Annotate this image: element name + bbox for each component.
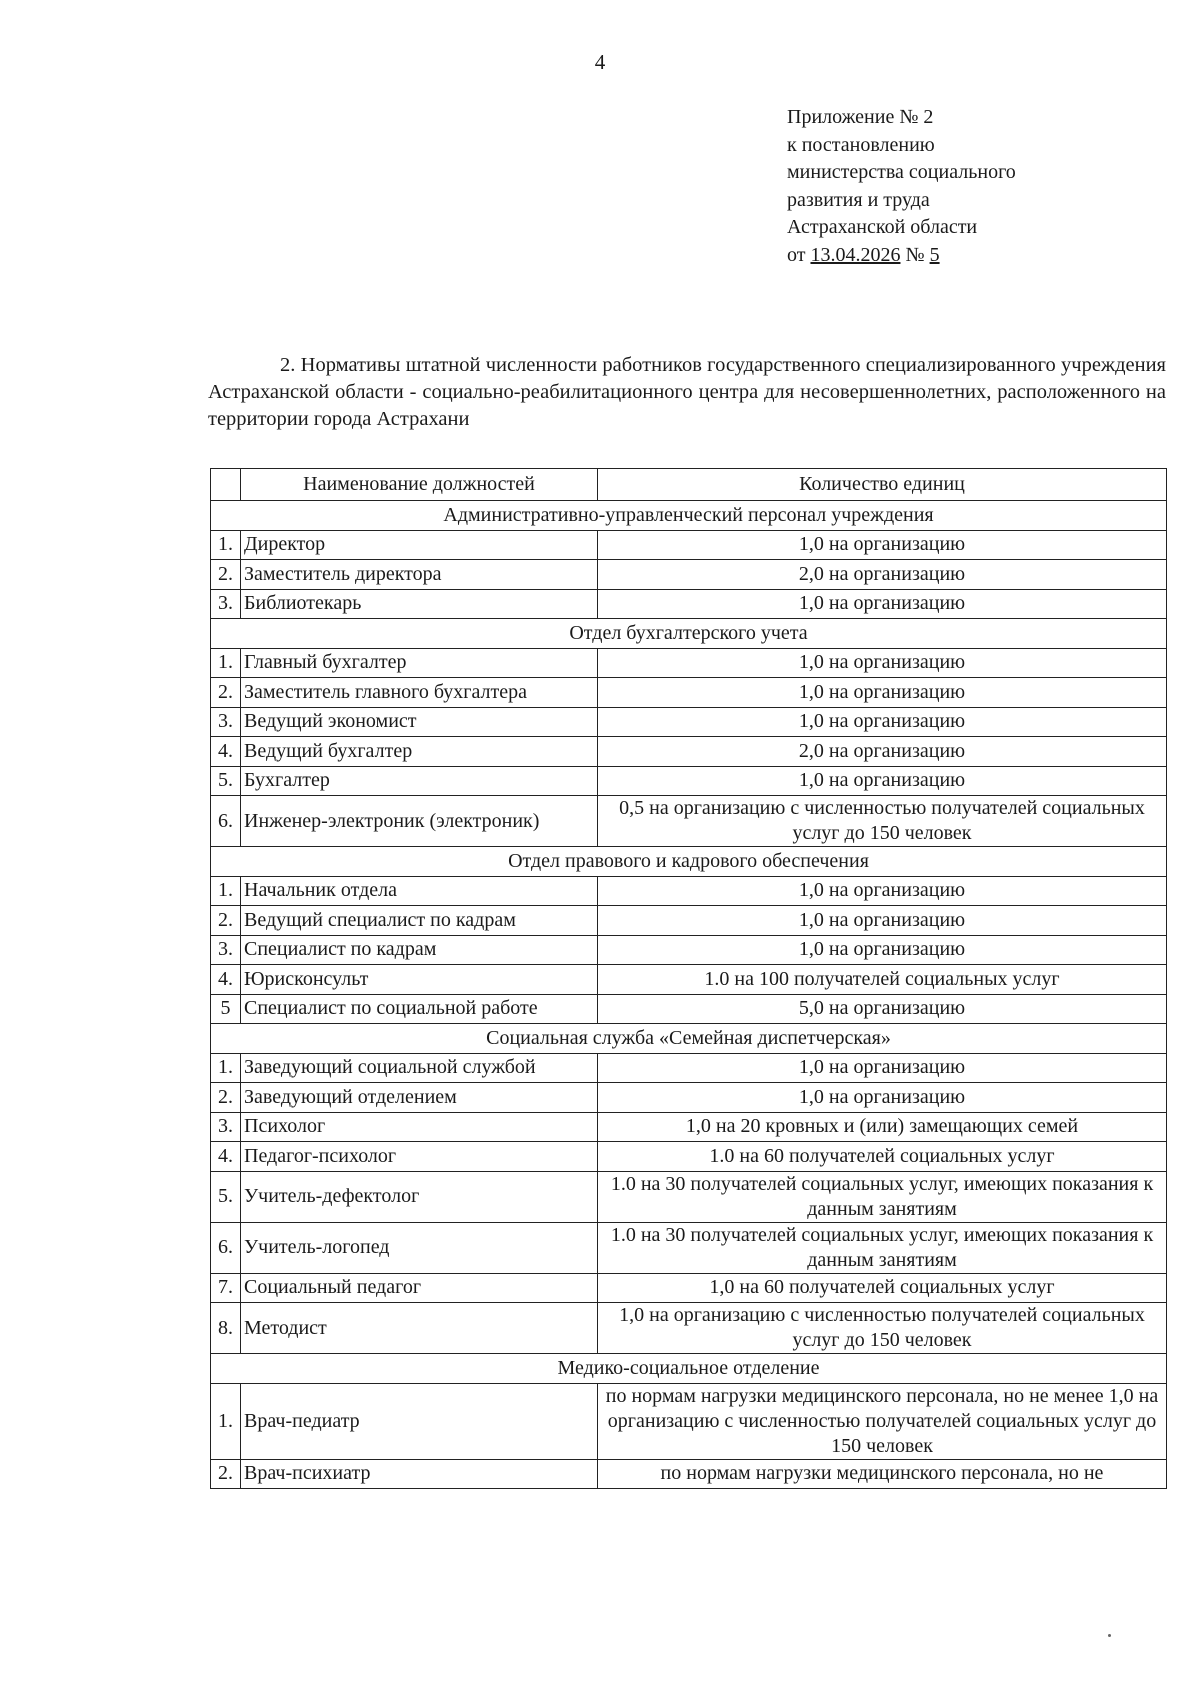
table-row xyxy=(211,1459,1167,1489)
resolution-number: 5 xyxy=(929,243,940,266)
table-row xyxy=(211,965,1167,995)
header-name: Наименование должностей xyxy=(241,469,598,501)
table-row xyxy=(211,766,1167,796)
position-name: Заместитель директора xyxy=(241,560,598,590)
row-number: 2. xyxy=(211,1459,241,1489)
position-name: Учитель-дефектолог xyxy=(241,1171,598,1222)
row-number: 3. xyxy=(211,935,241,965)
table-row xyxy=(211,1142,1167,1172)
position-name: Инженер-электроник (электроник) xyxy=(241,796,598,847)
position-name: Методист xyxy=(241,1303,598,1354)
unit-quantity: 1,0 на организацию xyxy=(598,876,1167,906)
row-number: 1. xyxy=(211,1053,241,1083)
unit-quantity: 1,0 на организацию xyxy=(598,1083,1167,1113)
unit-quantity: 1.0 на 100 получателей социальных услуг xyxy=(598,965,1167,995)
position-name: Специалист по кадрам xyxy=(241,935,598,965)
position-name: Ведущий бухгалтер xyxy=(241,737,598,767)
unit-quantity: 0,5 на организацию с численностью получателей социальных услуг до 150 человек xyxy=(598,796,1167,847)
table-row xyxy=(211,1303,1167,1354)
appendix-line: Астраханской области xyxy=(787,216,978,238)
table-row xyxy=(211,648,1167,678)
row-number: 4. xyxy=(211,965,241,995)
section-row xyxy=(211,1354,1167,1384)
position-name: Заведующий социальной службой xyxy=(241,1053,598,1083)
section-title: Административно-управленческий персонал учреждения xyxy=(211,501,1167,531)
unit-quantity: 1,0 на организацию xyxy=(598,589,1167,619)
header-quantity: Количество единиц xyxy=(598,469,1167,501)
position-name: Библиотекарь xyxy=(241,589,598,619)
row-number: 4. xyxy=(211,1142,241,1172)
table-row xyxy=(211,678,1167,708)
position-name: Заместитель главного бухгалтера xyxy=(241,678,598,708)
header-number-cell xyxy=(211,469,241,501)
unit-quantity: 1,0 на организацию xyxy=(598,530,1167,560)
row-number: 1. xyxy=(211,876,241,906)
section-title: Медико-социальное отделение xyxy=(211,1354,1167,1384)
section-row xyxy=(211,619,1167,649)
unit-quantity: 1,0 на организацию xyxy=(598,935,1167,965)
section-row xyxy=(211,847,1167,877)
unit-quantity: по нормам нагрузки медицинского персонала, но не менее 1,0 на организацию с численностью получателей социальных услуг до 150 человек xyxy=(598,1383,1167,1459)
row-number: 2. xyxy=(211,1083,241,1113)
table-row xyxy=(211,796,1167,847)
row-number: 6. xyxy=(211,796,241,847)
appendix-line: к постановлению xyxy=(787,133,935,156)
unit-quantity: 1,0 на организацию xyxy=(598,648,1167,678)
staff-norms-table xyxy=(210,468,1167,1489)
table-row xyxy=(211,1383,1167,1459)
section-title: Отдел бухгалтерского учета xyxy=(211,619,1167,649)
section-title: Отдел правового и кадрового обеспечения xyxy=(211,847,1167,877)
row-number: 1. xyxy=(211,530,241,560)
unit-quantity: 1.0 на 30 получателей социальных услуг, имеющих показания к данным занятиям xyxy=(598,1171,1167,1222)
row-number: 5. xyxy=(211,766,241,796)
position-name: Заведующий отделением xyxy=(241,1083,598,1113)
table-row xyxy=(211,1083,1167,1113)
position-name: Бухгалтер xyxy=(241,766,598,796)
position-name: Директор xyxy=(241,530,598,560)
row-number: 3. xyxy=(211,589,241,619)
unit-quantity: 1.0 на 30 получателей социальных услуг, имеющих показания к данным занятиям xyxy=(598,1222,1167,1273)
row-number: 1. xyxy=(211,1383,241,1459)
section-title: Социальная служба «Семейная диспетчерская» xyxy=(211,1024,1167,1054)
position-name: Юрисконсульт xyxy=(241,965,598,995)
table-row xyxy=(211,1053,1167,1083)
unit-quantity: 5,0 на организацию xyxy=(598,994,1167,1024)
row-number: 2. xyxy=(211,906,241,936)
unit-quantity: 1,0 на 20 кровных и (или) замещающих семей xyxy=(598,1112,1167,1142)
appendix-line: министерства социального xyxy=(787,161,1016,183)
position-name: Психолог xyxy=(241,1112,598,1142)
row-number: 5. xyxy=(211,1171,241,1222)
row-number: 1. xyxy=(211,648,241,678)
table-row xyxy=(211,560,1167,590)
appendix-block xyxy=(787,104,1147,269)
row-number: 4. xyxy=(211,737,241,767)
position-name: Учитель-логопед xyxy=(241,1222,598,1273)
section-row xyxy=(211,501,1167,531)
position-name: Ведущий специалист по кадрам xyxy=(241,906,598,936)
table-row xyxy=(211,994,1167,1024)
unit-quantity: 1,0 на 60 получателей социальных услуг xyxy=(598,1273,1167,1303)
row-number: 2. xyxy=(211,678,241,708)
table-row xyxy=(211,707,1167,737)
unit-quantity: 1,0 на организацию xyxy=(598,707,1167,737)
unit-quantity: 1,0 на организацию xyxy=(598,678,1167,708)
table-body xyxy=(211,501,1167,1489)
table-row xyxy=(211,906,1167,936)
unit-quantity: 1,0 на организацию xyxy=(598,766,1167,796)
appendix-line: развития и труда xyxy=(787,188,930,211)
position-name: Специалист по социальной работе xyxy=(241,994,598,1024)
resolution-date: 13.04.2026 xyxy=(810,243,901,266)
row-number: 5 xyxy=(211,994,241,1024)
section-row xyxy=(211,1024,1167,1054)
unit-quantity: 1,0 на организацию xyxy=(598,906,1167,936)
position-name: Педагог-психолог xyxy=(241,1142,598,1172)
table-row xyxy=(211,1273,1167,1303)
table-row xyxy=(211,935,1167,965)
row-number: 6. xyxy=(211,1222,241,1273)
position-name: Социальный педагог xyxy=(241,1273,598,1303)
row-number: 7. xyxy=(211,1273,241,1303)
table-row xyxy=(211,589,1167,619)
unit-quantity: 2,0 на организацию xyxy=(598,737,1167,767)
row-number: 8. xyxy=(211,1303,241,1354)
unit-quantity: 1,0 на организацию с численностью получателей социальных услуг до 150 человек xyxy=(598,1303,1167,1354)
unit-quantity: по нормам нагрузки медицинского персонала, но не xyxy=(598,1459,1167,1489)
table-row xyxy=(211,1171,1167,1222)
unit-quantity: 2,0 на организацию xyxy=(598,560,1167,590)
number-prefix: № xyxy=(900,243,930,266)
page-number: 4 xyxy=(594,50,606,74)
row-number: 2. xyxy=(211,560,241,590)
table-row xyxy=(211,737,1167,767)
appendix-line: Приложение № 2 xyxy=(787,106,934,128)
position-name: Главный бухгалтер xyxy=(241,648,598,678)
document-heading: 2. Нормативы штатной численности работников государственного специализированного учреждения Астраханской области - социально-реабилитационного центра для несовершеннолетних, расположенного на территории города Астрахани xyxy=(208,354,1166,430)
date-prefix: от xyxy=(787,243,811,266)
position-name: Врач-педиатр xyxy=(241,1383,598,1459)
unit-quantity: 1,0 на организацию xyxy=(598,1053,1167,1083)
appendix-date-line xyxy=(787,242,1147,270)
table-row xyxy=(211,876,1167,906)
table-row xyxy=(211,1112,1167,1142)
row-number: 3. xyxy=(211,1112,241,1142)
row-number: 3. xyxy=(211,707,241,737)
position-name: Начальник отдела xyxy=(241,876,598,906)
scan-speck xyxy=(1108,1634,1111,1637)
position-name: Врач-психиатр xyxy=(241,1459,598,1489)
table-row xyxy=(211,530,1167,560)
unit-quantity: 1.0 на 60 получателей социальных услуг xyxy=(598,1142,1167,1172)
table-row xyxy=(211,1222,1167,1273)
position-name: Ведущий экономист xyxy=(241,707,598,737)
